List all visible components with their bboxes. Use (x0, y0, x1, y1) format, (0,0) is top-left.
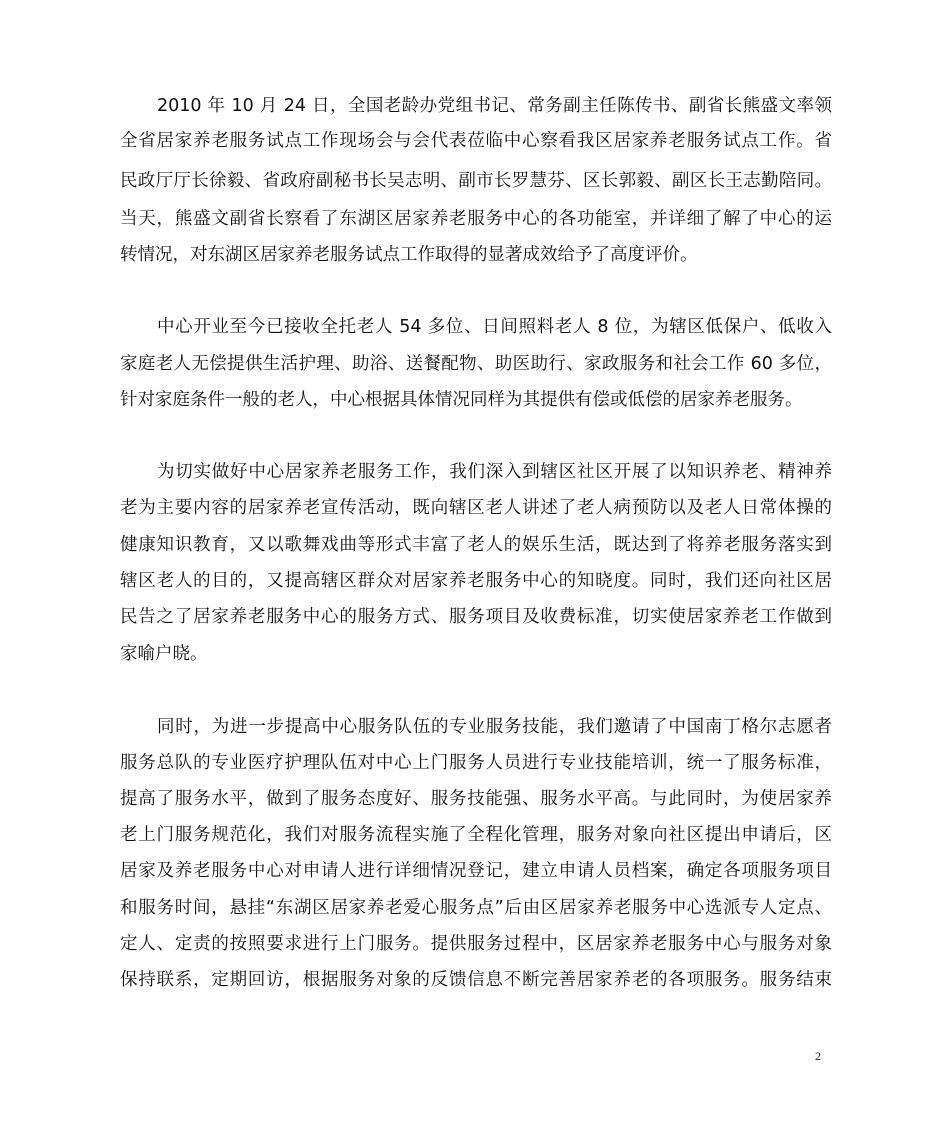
text-line: 家喻户晓。 (120, 644, 208, 664)
text-line: 服务总队的专业医疗护理队伍对中心上门服务人员进行专业技能培训，统一了服务标准， (120, 753, 832, 773)
text-line: 民告之了居家养老服务中心的服务方式、服务项目及收费标准，切实使居家养老工作做到 (120, 607, 832, 627)
text-line: 定人、定责的按照要求进行上门服务。提供服务过程中，区居家养老服务中心与服务对象 (120, 934, 832, 954)
text-line: 中心开业至今已接收全托老人 54 多位、日间照料老人 8 位，为辖区低保户、低收入 (157, 317, 832, 337)
text-line: 2010 年 10 月 24 日，全国老龄办党组书记、常务副主任陈传书、副省长熊盛文率领 (157, 96, 832, 116)
text-line: 家庭老人无偿提供生活护理、助浴、送餐配物、助医助行、家政服务和社会工作 60 多位， (120, 354, 832, 374)
text-line: 全省居家养老服务试点工作现场会与会代表莅临中心察看我区居家养老服务试点工作。省 (120, 131, 832, 151)
text-line: 老为主要内容的居家养老宣传活动，既向辖区老人讲述了老人病预防以及老人日常体操的 (120, 498, 832, 518)
text-line: 老上门服务规范化，我们对服务流程实施了全程化管理，服务对象向社区提出申请后，区 (120, 825, 832, 845)
text-line: 提高了服务水平，做到了服务态度好、服务技能强、服务水平高。与此同时，为使居家养 (120, 789, 832, 809)
text-line: 民政厅厅长徐毅、省政府副秘书长吴志明、副市长罗慧芬、区长郭毅、副区长王志勤陪同。 (120, 171, 832, 191)
text-line: 健康知识教育，又以歌舞戏曲等形式丰富了老人的娱乐生活，既达到了将养老服务落实到 (120, 535, 832, 555)
text-line: 居家及养老服务中心对申请人进行详细情况登记，建立申请人员档案，确定各项服务项目 (120, 861, 832, 881)
text-line: 针对家庭条件一般的老人，中心根据具体情况同样为其提供有偿或低偿的居家养老服务。 (120, 390, 803, 410)
text-line: 同时，为进一步提高中心服务队伍的专业服务技能，我们邀请了中国南丁格尔志愿者 (157, 717, 832, 737)
text-line: 当天，熊盛文副省长察看了东湖区居家养老服务中心的各功能室，并详细了解了中心的运 (120, 209, 832, 229)
text-line: 和服务时间，悬挂“东湖区居家养老爱心服务点”后由区居家养老服务中心选派专人定点、 (120, 898, 832, 918)
text-line: 保持联系，定期回访，根据服务对象的反馈信息不断完善居家养老的各项服务。服务结束 (120, 970, 832, 990)
page-number: 2 (815, 1049, 821, 1063)
text-line: 为切实做好中心居家养老服务工作，我们深入到辖区社区开展了以知识养老、精神养 (157, 462, 832, 482)
text-line: 辖区老人的目的，又提高辖区群众对居家养老服务中心的知晓度。同时，我们还向社区居 (120, 571, 832, 591)
text-line: 转情况，对东湖区居家养老服务试点工作取得的显著成效给予了高度评价。 (120, 245, 698, 265)
